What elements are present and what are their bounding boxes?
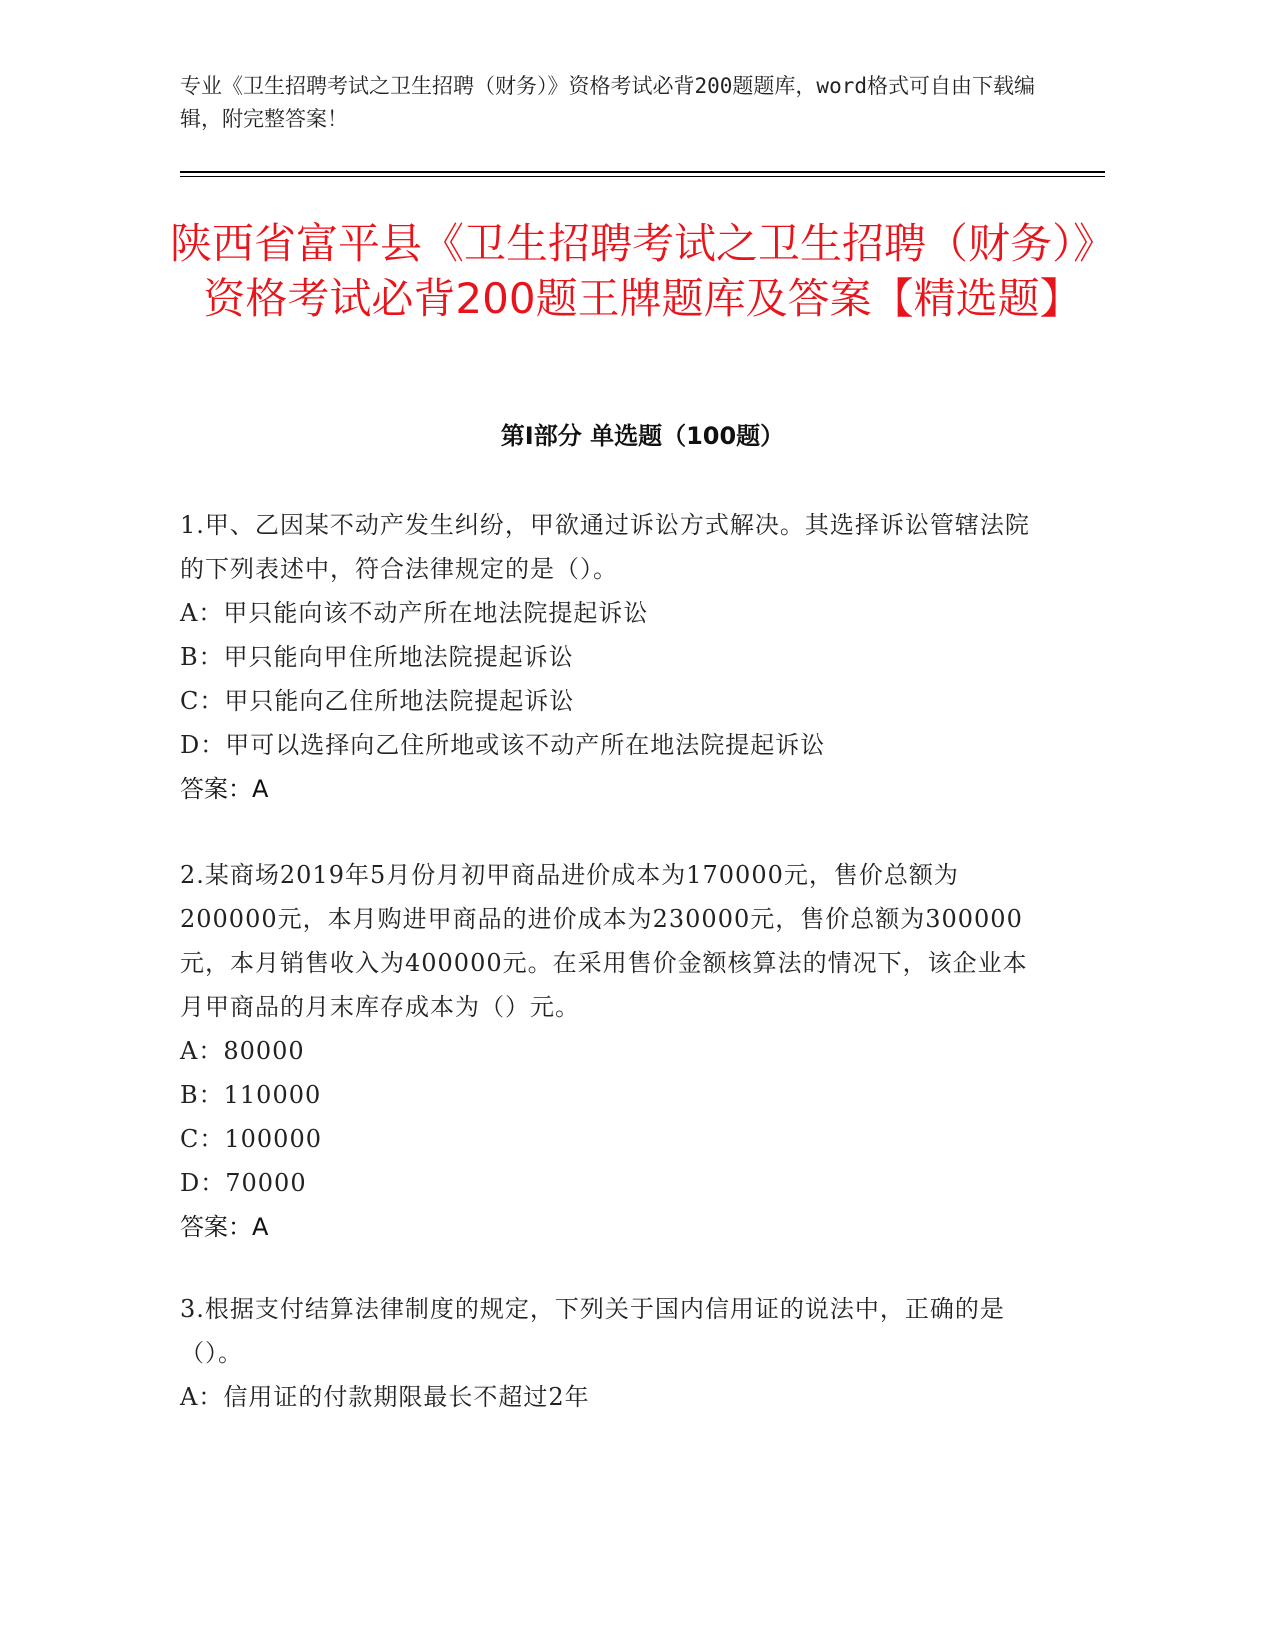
question-1	[180, 503, 1040, 811]
answer: 答案：A	[180, 1213, 269, 1241]
question-3	[180, 1287, 1040, 1419]
question-stem: 1.甲、乙因某不动产发生纠纷，甲欲通过诉讼方式解决。其选择诉讼管辖法院的下列表述中，符合法律规定的是（）。	[180, 511, 1030, 583]
question-stem: 2.某商场2019年5月份月初甲商品进价成本为170000元，售价总额为200000元，本月购进甲商品的进价成本为230000元，售价总额为300000元，本月销售收入为400000元。在采用售价金额核算法的情况下，该企业本月甲商品的月末库存成本为（）元。	[180, 861, 1028, 1021]
option-a: A：信用证的付款期限最长不超过2年	[180, 1383, 590, 1411]
option-b: B：110000	[180, 1081, 322, 1109]
header-divider-thin	[180, 176, 1105, 177]
option-a: A：80000	[180, 1037, 305, 1065]
option-b: B：甲只能向甲住所地法院提起诉讼	[180, 643, 574, 671]
option-d: D：70000	[180, 1169, 307, 1197]
option-c: C：100000	[180, 1125, 322, 1153]
answer: 答案：A	[180, 775, 269, 803]
header-divider-thick	[180, 171, 1105, 173]
header-note: 专业《卫生招聘考试之卫生招聘（财务）》资格考试必背200题题库，word格式可自由下载编辑，附完整答案！	[180, 74, 1035, 131]
section-title: 第I部分 单选题（100题）	[500, 422, 785, 450]
option-c: C：甲只能向乙住所地法院提起诉讼	[180, 687, 575, 715]
document-title: 陕西省富平县《卫生招聘考试之卫生招聘（财务）》资格考试必背200题王牌题库及答案【精选题】	[170, 219, 1116, 323]
option-d: D：甲可以选择向乙住所地或该不动产所在地法院提起诉讼	[180, 731, 826, 759]
question-2	[180, 853, 1040, 1249]
option-a: A：甲只能向该不动产所在地法院提起诉讼	[180, 599, 649, 627]
question-stem: 3.根据支付结算法律制度的规定，下列关于国内信用证的说法中，正确的是（）。	[180, 1295, 1005, 1367]
